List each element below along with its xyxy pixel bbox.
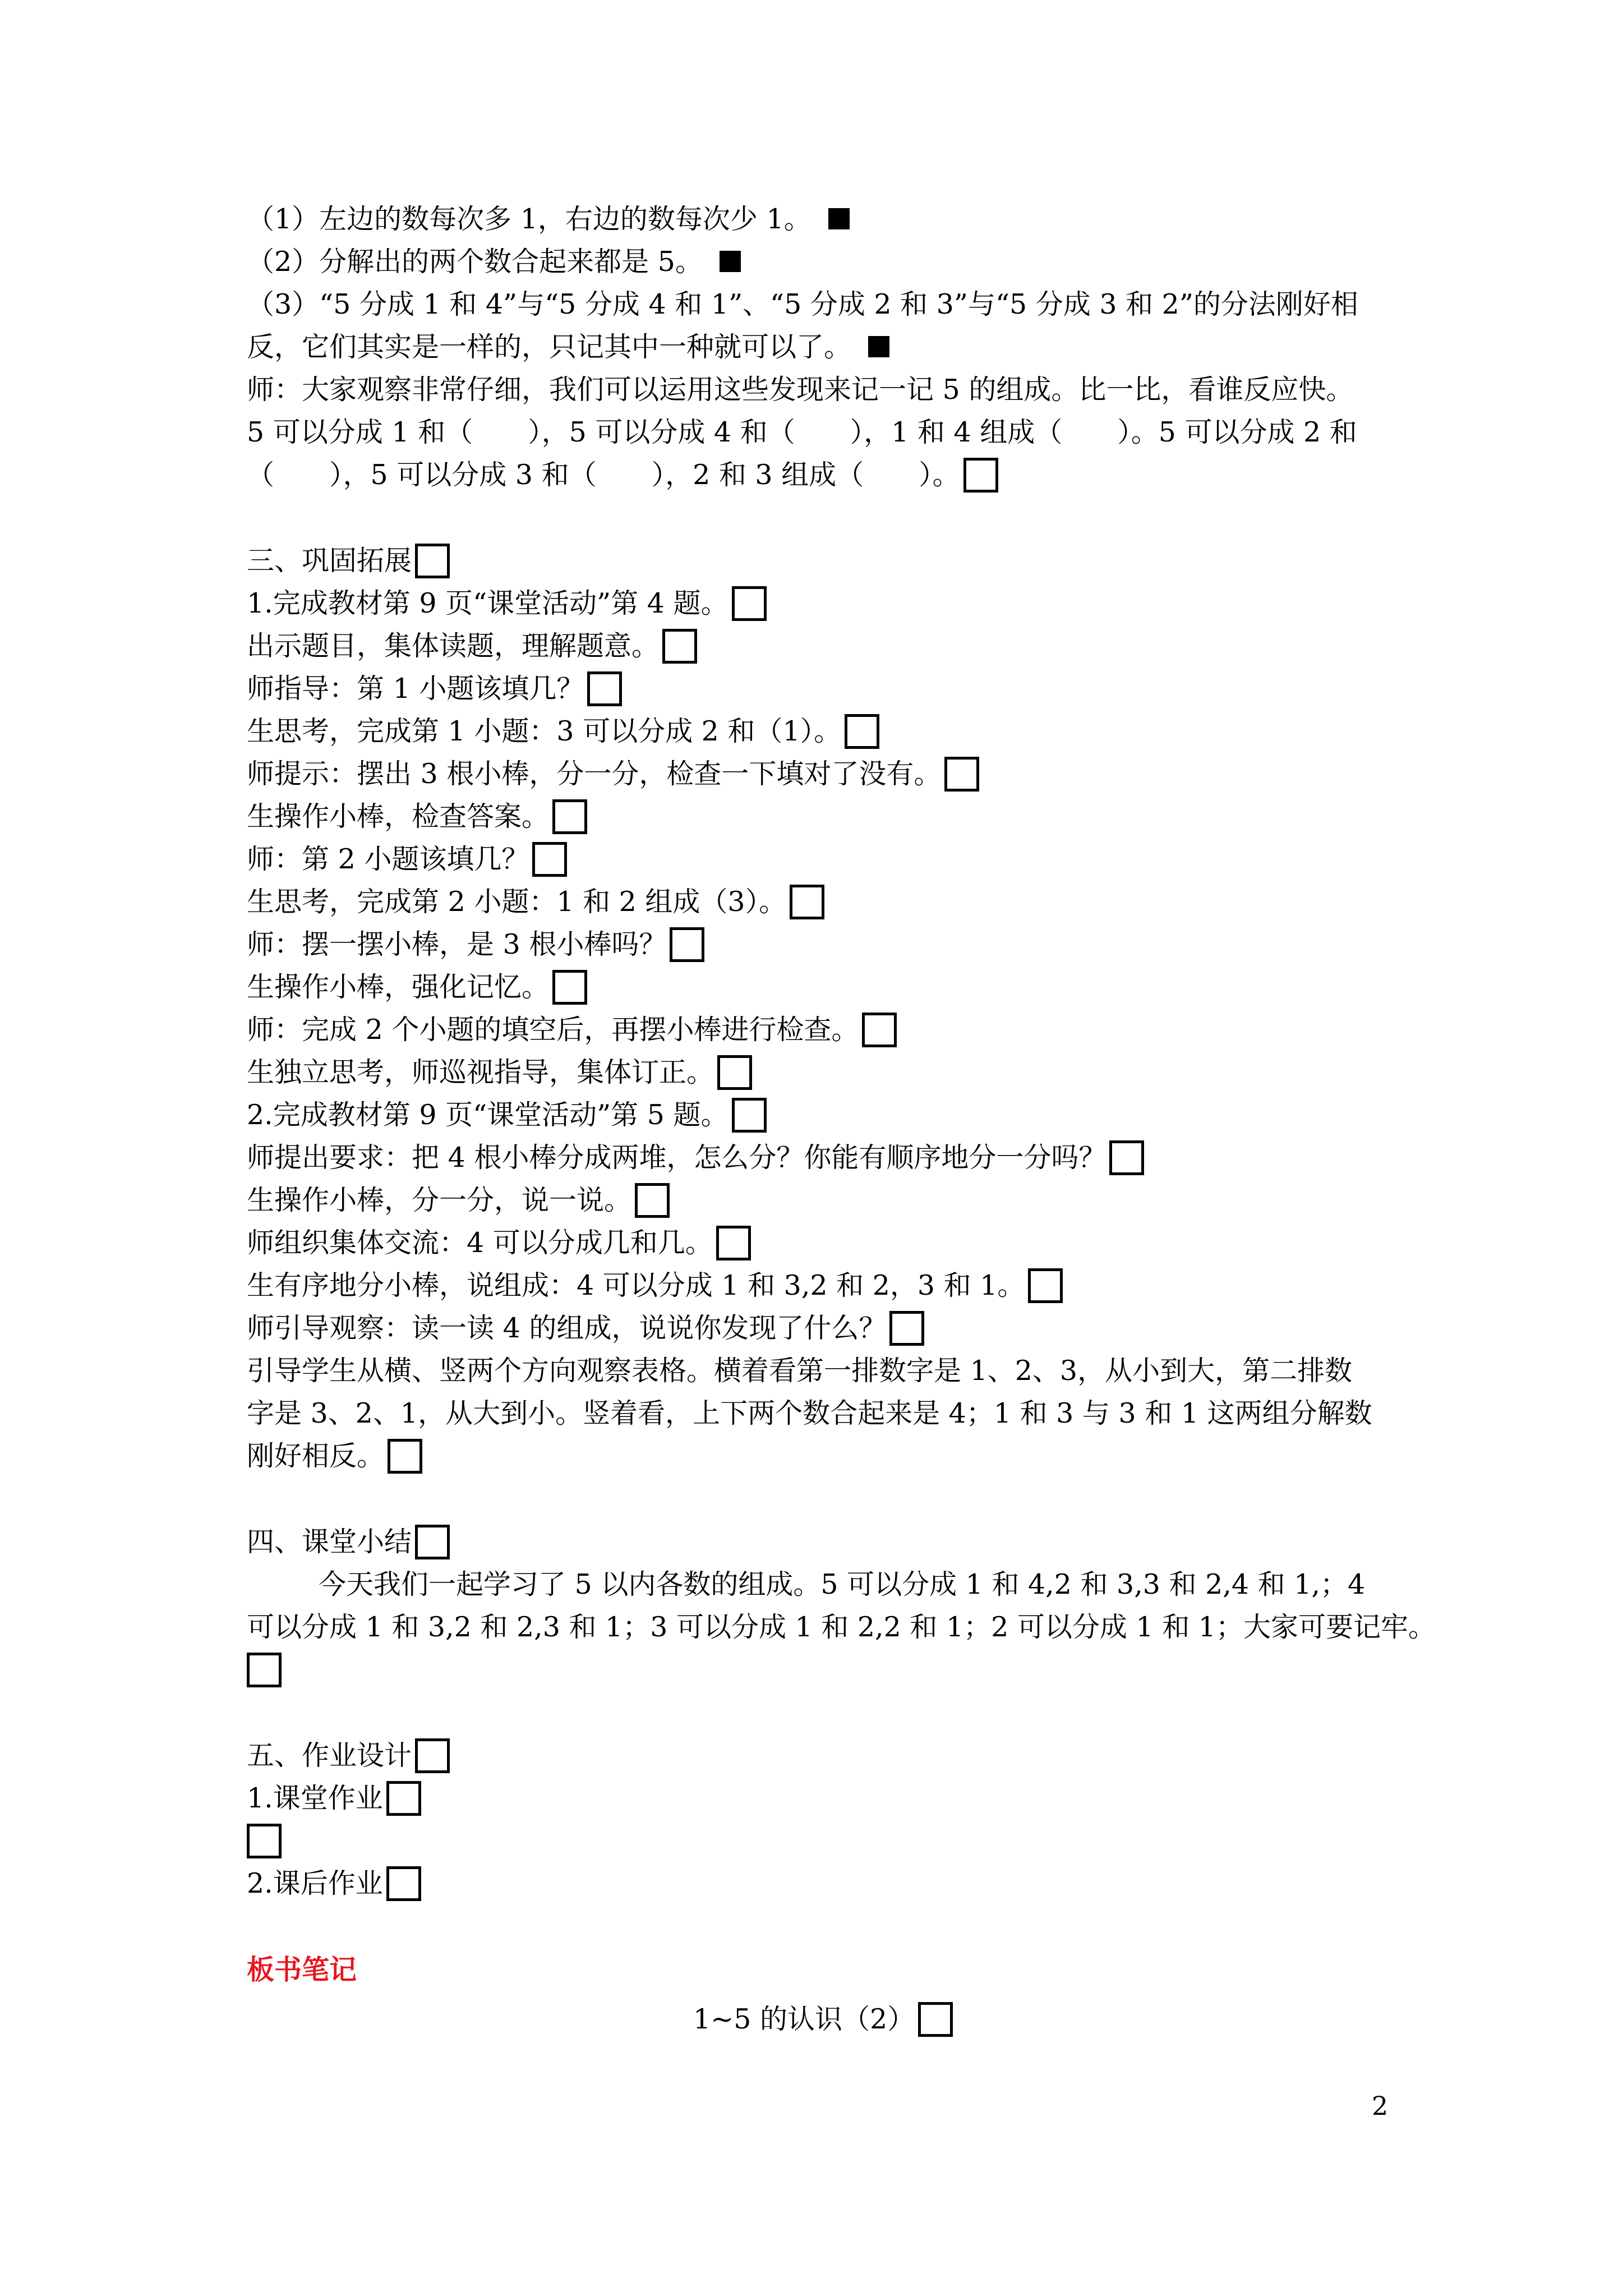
empty-box-icon xyxy=(732,586,767,621)
empty-box-icon xyxy=(670,927,704,962)
activity-line: 师指导：第 1 小题该填几？ xyxy=(247,668,622,710)
summary-line-2: 可以分成 1 和 3,2 和 2,3 和 1；3 可以分成 1 和 2,2 和 1；2 可以分成 1 和 1；大家可要记牢。 xyxy=(247,1611,1436,1643)
empty-box-icon xyxy=(732,1098,767,1133)
activity-line: 2.完成教材第 9 页“课堂活动”第 5 题。 xyxy=(247,1094,767,1137)
board-notes-heading: 板书笔记 xyxy=(247,1953,357,1986)
empty-box-icon xyxy=(944,757,979,792)
empty-box-icon xyxy=(862,1013,897,1047)
finding-2: （2）分解出的两个数合起来都是 5。 xyxy=(247,241,741,283)
teacher-instruction: 师：大家观察非常仔细，我们可以运用这些发现来记一记 5 的组成。比一比，看谁反应快。 xyxy=(247,374,1354,406)
empty-box-icon xyxy=(247,1824,282,1858)
activity-line: 生思考，完成第 2 小题：1 和 2 组成（3）。 xyxy=(247,881,824,923)
observation-line-3: 刚好相反。 xyxy=(247,1435,422,1478)
observation-line-1: 引导学生从横、竖两个方向观察表格。横着看第一排数字是 1、2、3，从小到大，第二排数 xyxy=(247,1355,1353,1387)
empty-box-icon xyxy=(790,885,824,919)
empty-box-icon xyxy=(415,1525,450,1559)
empty-box-icon xyxy=(716,1226,751,1260)
empty-box-icon xyxy=(532,842,567,877)
empty-box-icon xyxy=(889,1311,924,1346)
empty-box-icon xyxy=(247,1653,282,1687)
section-heading-4: 四、课堂小结 xyxy=(247,1521,450,1563)
finding-1: （1）左边的数每次多 1，右边的数每次少 1。 xyxy=(247,198,850,241)
empty-box-icon xyxy=(662,629,697,664)
activity-line: 生操作小棒，强化记忆。 xyxy=(247,966,587,1009)
empty-box-icon xyxy=(635,1183,670,1218)
empty-box-icon xyxy=(587,671,622,706)
activity-line: 师：摆一摆小棒，是 3 根小棒吗？ xyxy=(247,923,704,966)
activity-line: 生有序地分小棒，说组成：4 可以分成 1 和 3,2 和 2，3 和 1。 xyxy=(247,1264,1063,1307)
square-bullet-icon xyxy=(828,208,850,229)
activity-line: 师：完成 2 个小题的填空后，再摆小棒进行检查。 xyxy=(247,1009,897,1051)
empty-box-icon xyxy=(552,970,587,1005)
activity-line: 出示题目，集体读题，理解题意。 xyxy=(247,625,697,668)
section-heading-5: 五、作业设计 xyxy=(247,1734,450,1777)
activity-line: 师引导观察：读一读 4 的组成，说说你发现了什么？ xyxy=(247,1307,924,1350)
empty-box-icon xyxy=(552,799,587,834)
empty-box-icon xyxy=(918,2002,953,2037)
empty-box-icon xyxy=(388,1439,422,1474)
homework-class: 1.课堂作业 xyxy=(247,1777,421,1820)
empty-box-icon xyxy=(845,714,879,749)
activity-line: 师提出要求：把 4 根小棒分成两堆，怎么分？你能有顺序地分一分吗？ xyxy=(247,1137,1144,1179)
empty-box-icon xyxy=(1028,1268,1063,1303)
empty-box-icon xyxy=(963,458,998,493)
page-number: 2 xyxy=(1372,2091,1389,2121)
empty-box-icon xyxy=(415,544,450,578)
empty-box-icon xyxy=(717,1055,752,1090)
activity-line: 生操作小棒，分一分，说一说。 xyxy=(247,1179,670,1222)
activity-line: 师组织集体交流：4 可以分成几和几。 xyxy=(247,1222,751,1264)
activity-line: 师提示：摆出 3 根小棒，分一分，检查一下填对了没有。 xyxy=(247,753,979,795)
summary-line-1: 今天我们一起学习了 5 以内各数的组成。5 可以分成 1 和 4,2 和 3,3 和 2,4 和 1,；4 xyxy=(319,1568,1366,1600)
square-bullet-icon xyxy=(720,251,741,272)
section-heading-3: 三、巩固拓展 xyxy=(247,540,450,582)
finding-3-line-1: （3）“5 分成 1 和 4”与“5 分成 4 和 1”、“5 分成 2 和 3”与“5 分成 3 和 2”的分法刚好相 xyxy=(247,288,1358,320)
empty-box-icon xyxy=(386,1866,421,1901)
homework-after-class: 2.课后作业 xyxy=(247,1862,421,1905)
board-title: 1~5 的认识（2） xyxy=(693,1998,953,2041)
observation-line-2: 字是 3、2、1，从大到小。竖着看，上下两个数合起来是 4；1 和 3 与 3 和 1 这两组分解数 xyxy=(247,1397,1372,1429)
empty-box-icon xyxy=(386,1781,421,1816)
fill-blank-line-2: （ ），5 可以分成 3 和（ ），2 和 3 组成（ ）。 xyxy=(247,454,998,496)
fill-blank-line-1: 5 可以分成 1 和（ ），5 可以分成 4 和（ ），1 和 4 组成（ ）。5 可以分成 2 和 xyxy=(247,416,1357,448)
activity-line: 1.完成教材第 9 页“课堂活动”第 4 题。 xyxy=(247,582,767,625)
square-bullet-icon xyxy=(868,336,889,357)
empty-box-icon xyxy=(415,1738,450,1773)
activity-line: 生操作小棒，检查答案。 xyxy=(247,795,587,838)
empty-box-icon xyxy=(1109,1140,1144,1175)
activity-line: 生独立思考，师巡视指导，集体订正。 xyxy=(247,1051,752,1094)
finding-3-line-2: 反，它们其实是一样的，只记其中一种就可以了。 xyxy=(247,326,889,369)
activity-line: 师：第 2 小题该填几？ xyxy=(247,838,567,881)
activity-line: 生思考，完成第 1 小题：3 可以分成 2 和（1）。 xyxy=(247,710,879,753)
homework-box-line xyxy=(247,1820,282,1862)
summary-box-line xyxy=(247,1649,282,1691)
